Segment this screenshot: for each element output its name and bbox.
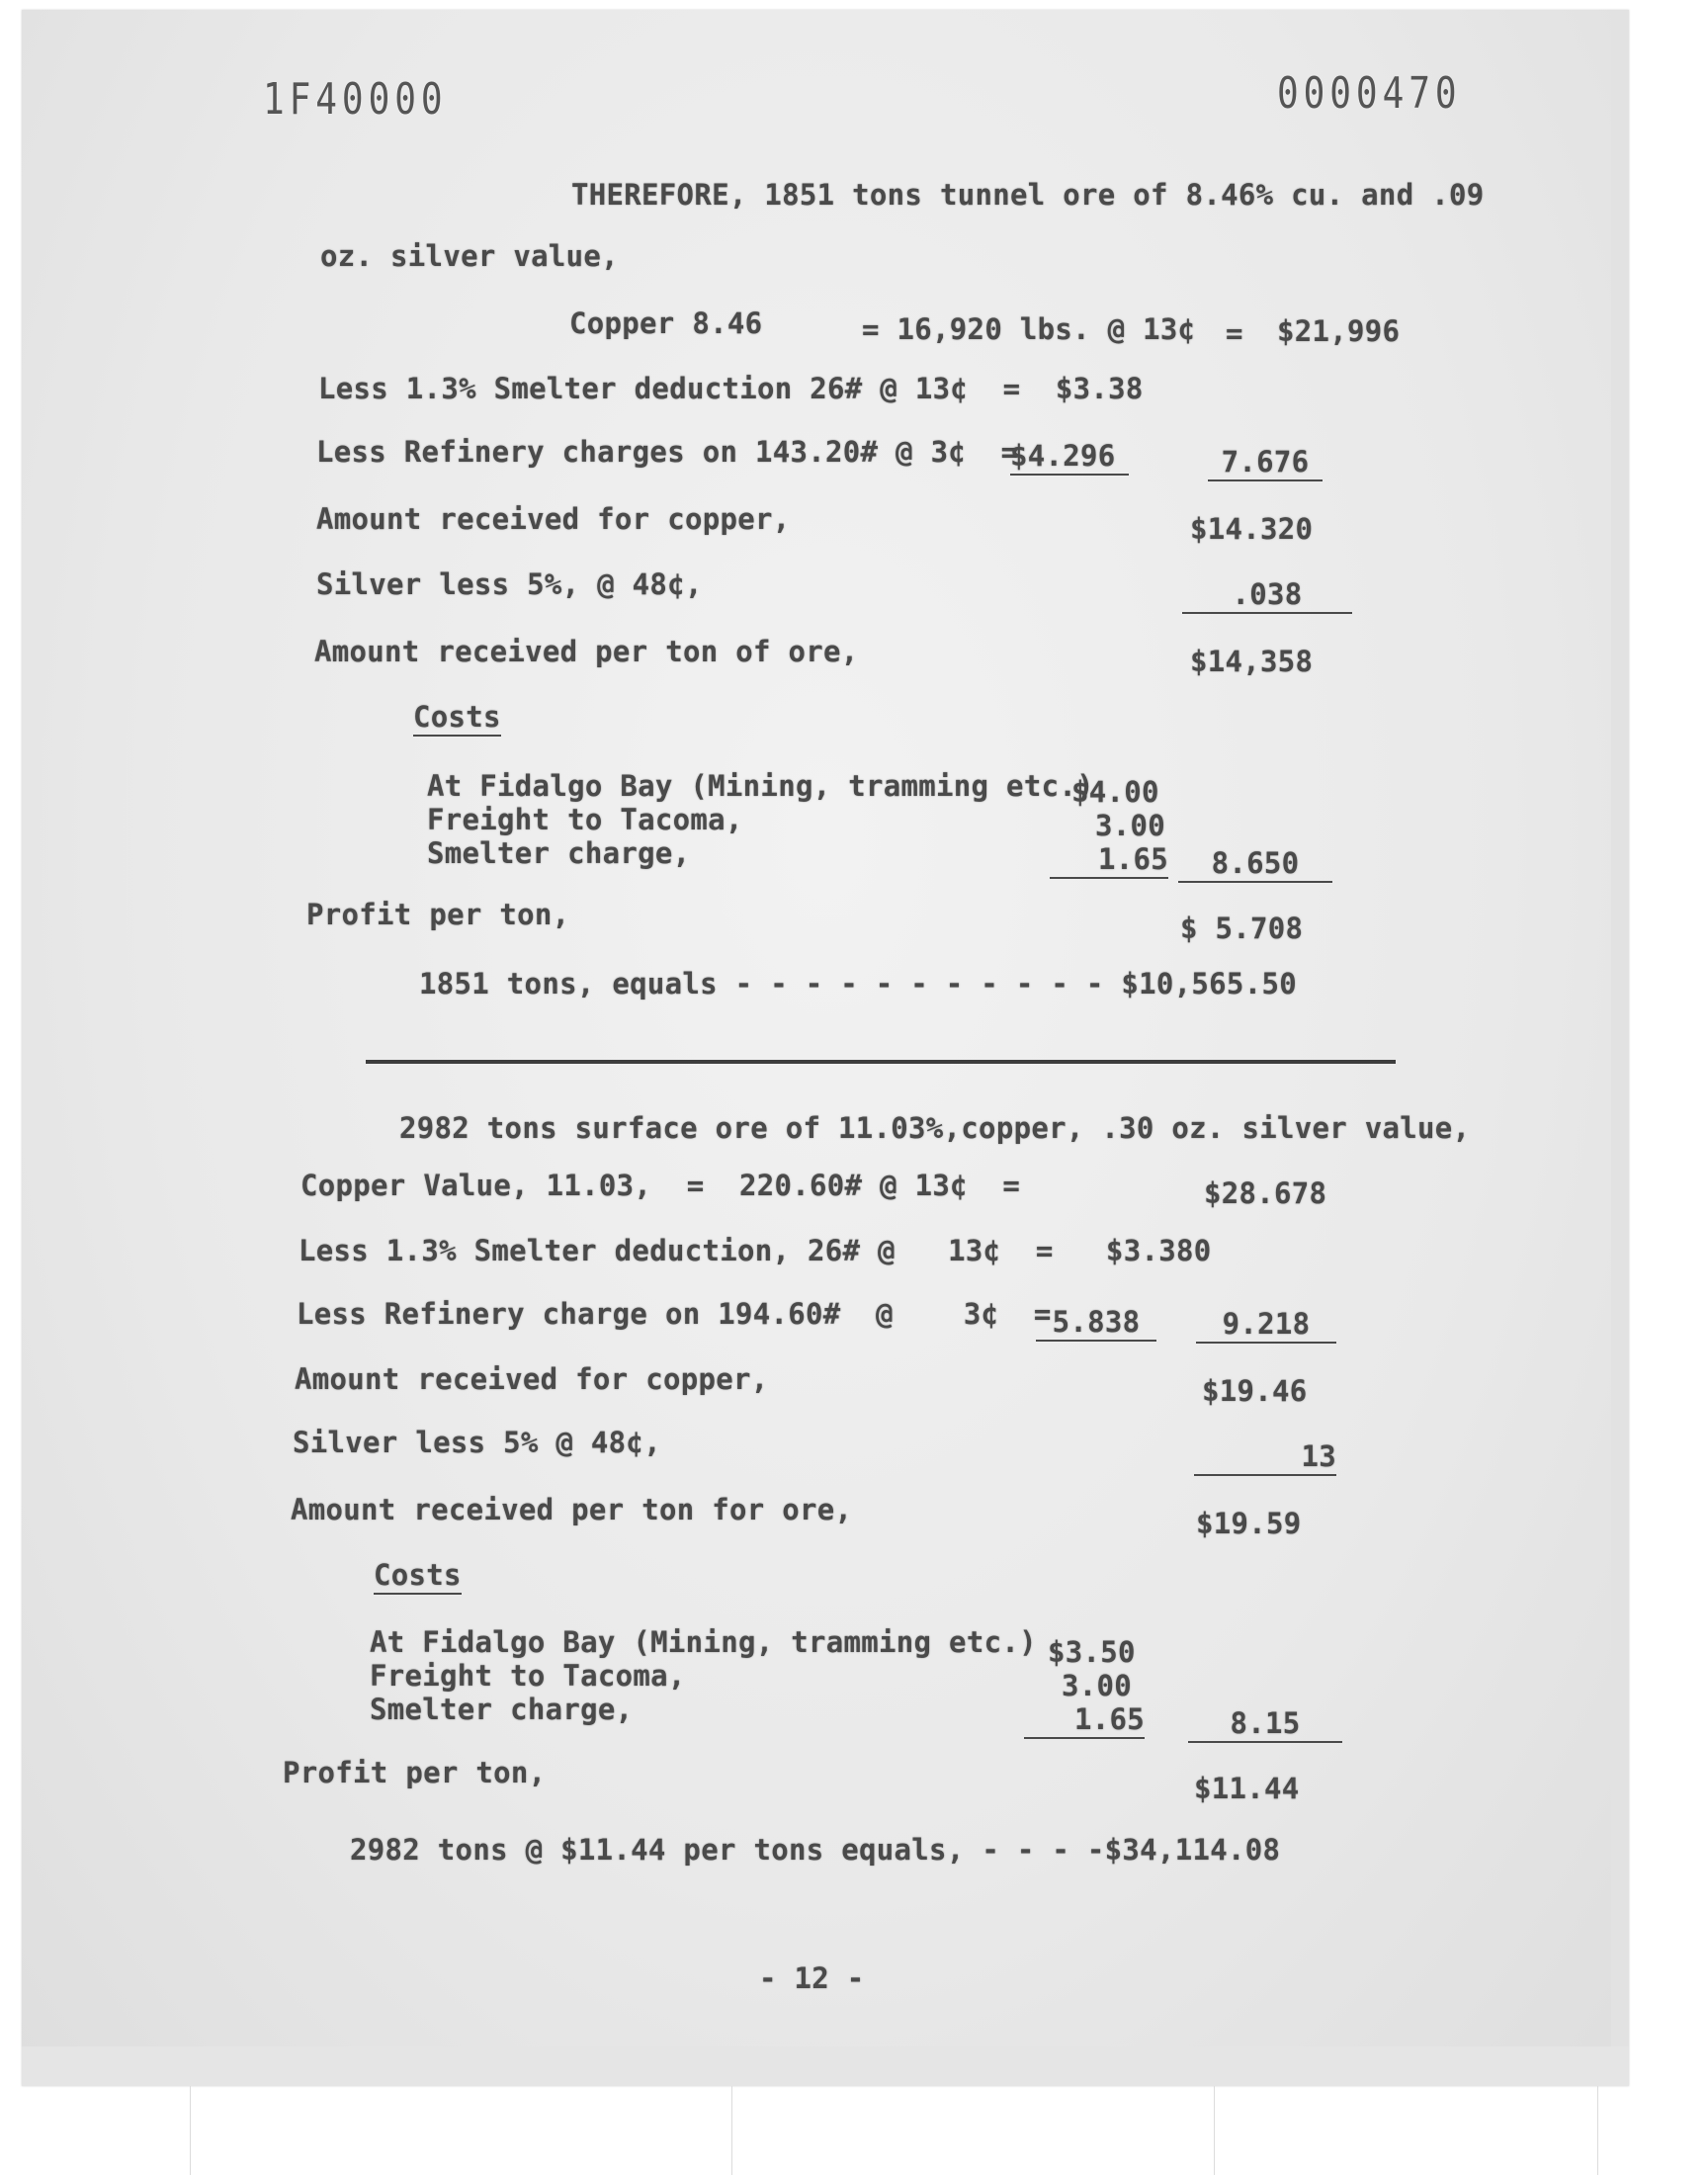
surface-received-copper-label: Amount received for copper, — [295, 1362, 769, 1396]
scan-guide-line — [1214, 2086, 1215, 2175]
surface-total-line: 2982 tons @ $11.44 per tons equals, - - - -$34,114.08 — [350, 1833, 1281, 1867]
tunnel-total-line: 1851 tons, equals - - - - - - - - - - - $10,565.50 — [419, 967, 1297, 1000]
tunnel-cost-label: Smelter charge, — [427, 836, 691, 870]
surface-cost-value: 3.00 — [1062, 1669, 1133, 1702]
tunnel-cost-value: $4.00 — [1071, 775, 1159, 809]
tunnel-intro-line2: oz. silver value, — [320, 239, 619, 273]
surface-cost-label: Freight to Tacoma, — [370, 1659, 686, 1693]
page-number: - 12 - — [759, 1961, 865, 1995]
tunnel-silver-label: Silver less 5%, @ 48¢, — [316, 567, 703, 601]
tunnel-copper-calc: = 16,920 lbs. @ 13¢ — [862, 312, 1196, 346]
surface-smelter-deduction: Less 1.3% Smelter deduction, 26# @ 13¢ = $3.380 — [299, 1234, 1212, 1267]
tunnel-received-ton-label: Amount received per ton of ore, — [314, 635, 859, 668]
page-edge-right — [1611, 10, 1629, 2086]
tunnel-profit-label: Profit per ton, — [306, 898, 570, 931]
surface-silver-value: 13 — [1194, 1439, 1336, 1476]
surface-copper-value: $28.678 — [1204, 1176, 1327, 1210]
tunnel-cost-label: At Fidalgo Bay (Mining, tramming etc.) — [427, 769, 1094, 803]
tunnel-cost-value: 3.00 — [1095, 809, 1166, 842]
surface-profit-value: $11.44 — [1194, 1772, 1300, 1805]
surface-cost-value: $3.50 — [1048, 1635, 1136, 1669]
surface-cost-label: At Fidalgo Bay (Mining, tramming etc.) — [370, 1625, 1037, 1659]
surface-received-ton-value: $19.59 — [1196, 1507, 1302, 1540]
surface-intro: 2982 tons surface ore of 11.03%,copper, .30 oz. silver value, — [399, 1111, 1471, 1145]
tunnel-copper-eq: = — [1226, 316, 1243, 350]
surface-copper-label: Copper Value, 11.03, = 220.60# @ 13¢ = — [300, 1169, 1021, 1202]
tunnel-copper-value: $21,996 — [1277, 314, 1401, 348]
tunnel-received-copper-label: Amount received for copper, — [316, 502, 791, 536]
surface-costs-heading: Costs — [374, 1558, 462, 1595]
surface-profit-label: Profit per ton, — [283, 1756, 547, 1789]
surface-silver-label: Silver less 5% @ 48¢, — [293, 1426, 661, 1459]
surface-cost-label: Smelter charge, — [370, 1693, 634, 1726]
tunnel-smelter-deduction: Less 1.3% Smelter deduction 26# @ 13¢ = $3.38 — [318, 372, 1144, 405]
tunnel-costs-total: 8.650 — [1178, 846, 1332, 883]
surface-received-copper-value: $19.46 — [1202, 1374, 1308, 1408]
bates-stamp-right: 0000470 — [1277, 68, 1462, 119]
surface-refinery-label: Less Refinery charge on 194.60# @ 3¢ = — [297, 1297, 1052, 1331]
page-edge-bottom — [22, 2046, 1629, 2086]
scan-guide-line — [1597, 2086, 1598, 2175]
tunnel-profit-value: $ 5.708 — [1180, 912, 1304, 945]
surface-costs-total: 8.15 — [1188, 1706, 1342, 1743]
surface-deductions-total: 9.218 — [1196, 1307, 1336, 1344]
tunnel-refinery-value: $4.296 — [1010, 439, 1129, 476]
surface-cost-value: 1.65 — [1024, 1702, 1145, 1739]
scan-guide-line — [731, 2086, 732, 2175]
bates-stamp-left: 1F40000 — [263, 74, 448, 125]
tunnel-silver-value: .038 — [1182, 577, 1352, 614]
tunnel-refinery-label: Less Refinery charges on 143.20# @ 3¢ = — [316, 435, 1019, 469]
tunnel-received-ton-value: $14,358 — [1190, 645, 1314, 678]
tunnel-intro-line1: THEREFORE, 1851 tons tunnel ore of 8.46% cu. and .09 — [571, 178, 1485, 212]
surface-refinery-value: 5.838 — [1036, 1305, 1156, 1342]
tunnel-cost-label: Freight to Tacoma, — [427, 803, 743, 836]
tunnel-cost-value: 1.65 — [1050, 842, 1168, 879]
section-divider — [366, 1060, 1396, 1064]
surface-received-ton-label: Amount received per ton for ore, — [291, 1493, 853, 1526]
scan-guide-line — [190, 2086, 191, 2175]
tunnel-received-copper-value: $14.320 — [1190, 512, 1314, 546]
tunnel-costs-heading: Costs — [413, 700, 501, 737]
tunnel-copper-label: Copper 8.46 — [569, 306, 763, 340]
tunnel-deductions-total: 7.676 — [1208, 445, 1323, 481]
